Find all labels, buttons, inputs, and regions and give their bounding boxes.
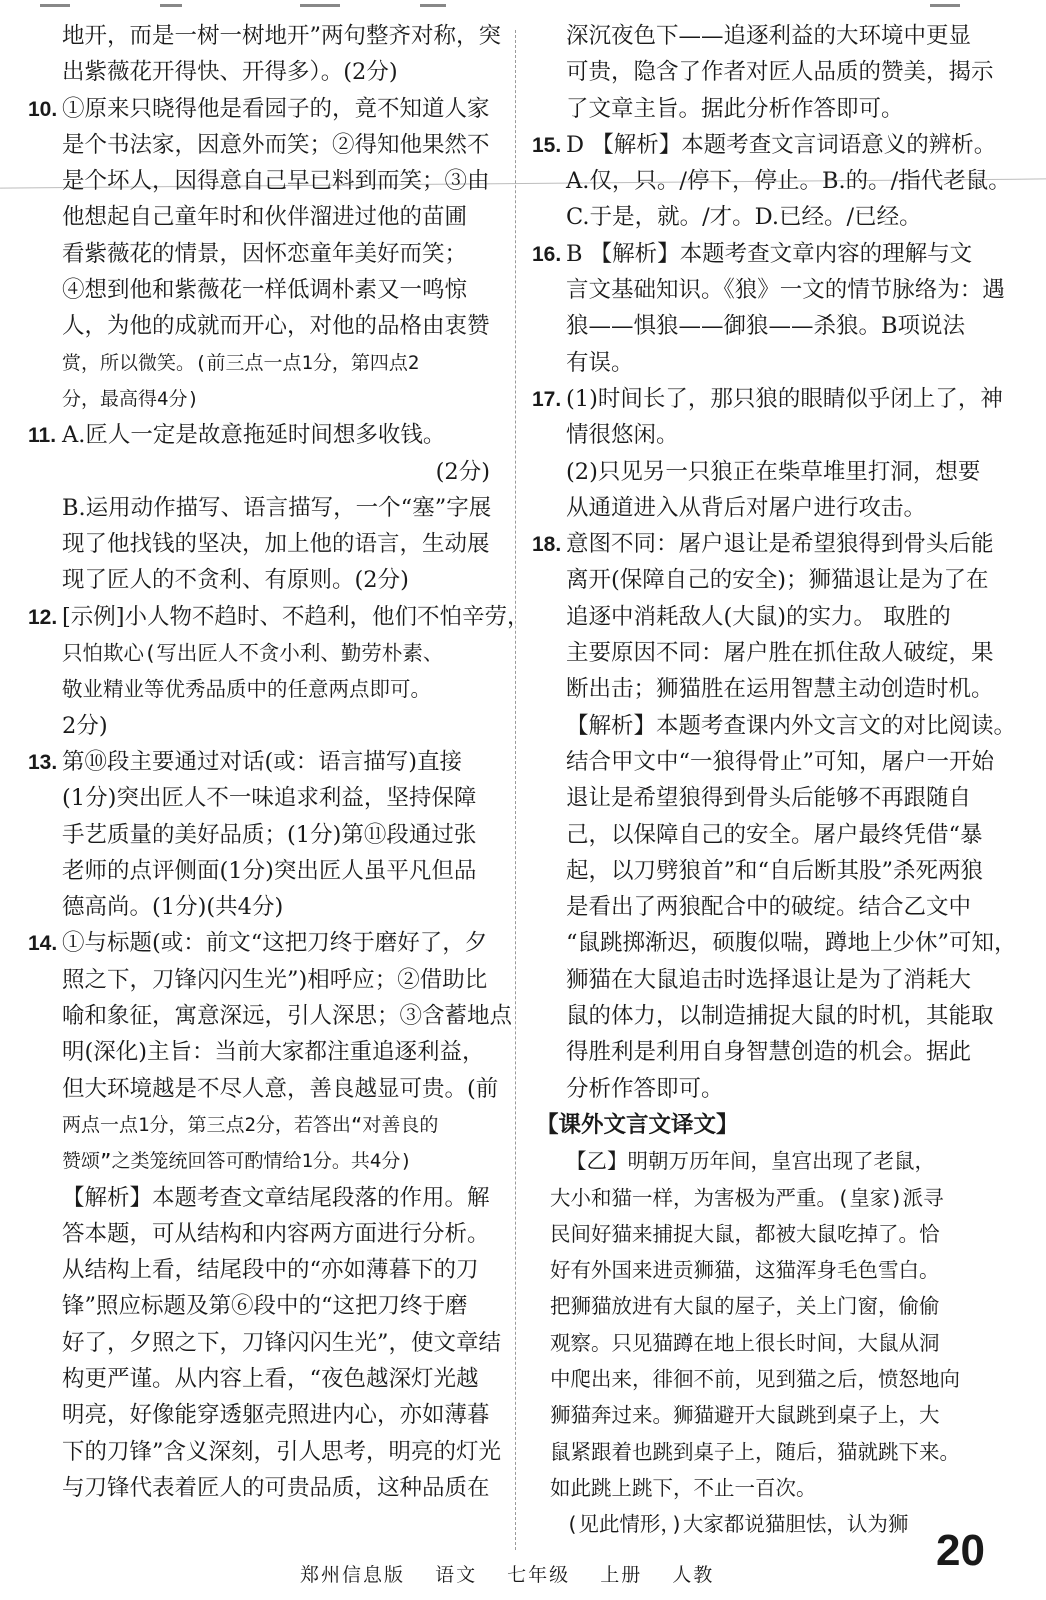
line-text: 现了他找钱的坚决，加上他的语言，生动展	[62, 531, 490, 558]
left-text-line	[28, 889, 498, 925]
line-text: 分，最高得4分)	[62, 387, 199, 410]
footer-publisher: 人教	[672, 1564, 715, 1586]
line-text: 了文章主旨。据此分析作答即可。	[566, 95, 904, 122]
line-text: 己，以保障自己的安全。屠户最终凭借“暴	[566, 821, 983, 848]
left-text-line	[28, 635, 498, 671]
right-text-line	[532, 417, 1022, 453]
line-text: 大小和猫一样，为害极为严重。(皇家)派寻	[550, 1185, 944, 1210]
left-text-line	[28, 272, 498, 308]
right-text-line	[532, 1180, 1022, 1216]
right-text-line	[532, 381, 1022, 417]
left-text-line	[28, 1397, 498, 1433]
right-text-line	[532, 780, 1022, 816]
right-text-line	[532, 18, 1022, 54]
right-text-line	[532, 272, 1022, 308]
question-number: 13.	[28, 750, 58, 774]
left-text-line	[28, 1325, 502, 1361]
right-text-line	[532, 199, 1022, 235]
line-text: 只怕欺心(写出匠人不贪小利、勤劳朴素、	[62, 641, 444, 666]
right-text-line	[532, 1252, 1022, 1288]
left-text-line	[28, 1288, 498, 1324]
left-text-line	[28, 18, 502, 54]
line-text: (2)只见另一只狼正在柴草堆里打洞，想要	[566, 458, 981, 485]
line-text: 把狮猫放进有大鼠的屋子，关上门窗，偷偷	[550, 1294, 940, 1319]
line-text: 第⑩段主要通过对话(或：语言描写)直接	[62, 748, 463, 775]
line-text: 狼——惧狼——御狼——杀狼。B项说法	[566, 313, 966, 340]
left-text-line	[28, 127, 498, 163]
left-text-line	[28, 454, 498, 490]
right-text-line	[532, 599, 1022, 635]
line-text: 手艺质量的美好品质；(1分)第⑪段通过张	[62, 821, 477, 848]
line-text: 如此跳上跳下，不止一百次。	[550, 1475, 817, 1500]
left-text-line	[28, 417, 498, 453]
line-text: 主要原因不同：屠户胜在抓住敌人破绽，果	[566, 640, 994, 667]
line-text: 言文基础知识。《狼》一文的情节脉络为：遇	[566, 277, 1005, 304]
line-text: 离开(保障自己的安全)；狮猫退让是为了在	[566, 567, 989, 594]
right-text-line	[532, 1216, 1022, 1252]
line-text: 有误。	[566, 349, 634, 376]
left-text-line	[28, 1107, 498, 1143]
right-text-line	[532, 925, 1022, 961]
right-text-line	[532, 526, 1022, 562]
line-text: 老师的点评侧面(1分)突出匠人虽平凡但品	[62, 857, 477, 884]
left-text-line	[28, 236, 498, 272]
line-text: 两点一点1分，第三点2分，若答出“对善良的	[62, 1113, 439, 1136]
line-text: 照之下，刀锋闪闪生光”)相呼应；②借助比	[62, 966, 488, 993]
footer-subject: 语文	[435, 1564, 478, 1586]
line-text: 追逐中消耗敌人(大鼠)的实力。 取胜的	[566, 603, 951, 630]
question-number: 14.	[28, 932, 58, 956]
line-text: 现了匠人的不贪利、有原则。(2分)	[62, 567, 409, 594]
right-text-line	[532, 962, 1022, 998]
right-text-line	[532, 853, 1022, 889]
right-text-line	[532, 1143, 1022, 1179]
line-text: 情很悠闲。	[566, 422, 679, 449]
left-text-line	[28, 1071, 498, 1107]
left-text-line	[28, 308, 498, 344]
line-text: 狮猫奔过来。狮猫避开大鼠跳到桌子上，大	[550, 1403, 940, 1428]
line-text: 民间好猫来捕捉大鼠，都被大鼠吃掉了。恰	[550, 1221, 940, 1246]
line-text: 德高尚。(1分)(共4分)	[62, 894, 284, 921]
right-text-line	[532, 91, 1022, 127]
right-text-line	[532, 708, 1022, 744]
line-text: 人，为他的成就而开心，对他的品格由衷赞	[62, 313, 490, 340]
line-text: 从结构上看，结尾段中的“亦如薄暮下的刀	[62, 1257, 479, 1284]
line-text: 中爬出来，徘徊不前，见到猫之后，愤怒地向	[550, 1366, 960, 1391]
line-text: 结合甲文中“一狼得骨止”可知，屠户一开始	[566, 748, 995, 775]
line-text: 出紫薇花开得快、开得多）。(2分)	[62, 59, 398, 86]
left-text-line	[28, 671, 498, 707]
right-text-line	[532, 1288, 1022, 1324]
right-text-line	[532, 1470, 1022, 1506]
column-divider	[515, 30, 516, 1550]
left-column	[28, 18, 530, 1506]
line-text: 观察。只见猫蹲在地上很长时间，大鼠从洞	[550, 1330, 940, 1355]
right-text-line	[532, 490, 1022, 526]
line-text: 【乙】明朝万历年间，皇宫出现了老鼠，	[566, 1149, 935, 1174]
left-text-line	[28, 1470, 498, 1506]
right-text-line	[532, 1034, 1022, 1070]
line-text: 可贵，隐含了作者对匠人品质的赞美，揭示	[566, 59, 994, 86]
right-text-line	[532, 308, 1022, 344]
line-text: A.匠人一定是故意拖延时间想多收钱。	[62, 422, 446, 449]
right-text-line	[532, 345, 1022, 381]
left-text-line	[28, 526, 498, 562]
right-text-line	[532, 817, 1022, 853]
line-text: 赞颂”之类笼统回答可酌情给1分。共4分)	[62, 1150, 412, 1173]
line-text: 起，以刀劈狼首”和“自后断其股”杀死两狼	[566, 857, 984, 884]
line-text: “鼠跳掷渐迟，硕腹似喘，蹲地上少休”可知，	[566, 930, 1017, 957]
left-text-line	[28, 998, 513, 1034]
right-text-line	[532, 236, 1022, 272]
right-column	[532, 18, 1022, 1542]
left-text-line	[28, 490, 498, 526]
left-text-line	[28, 1252, 498, 1288]
right-text-line	[532, 127, 1022, 163]
footer-grade: 七年级	[507, 1564, 571, 1586]
question-number: 10.	[28, 97, 58, 121]
line-text: B.运用动作描写、语言描写，一个“塞”字展	[62, 494, 492, 521]
left-text-line	[28, 91, 498, 127]
line-text: 从通道进入从背后对屠户进行攻击。	[566, 494, 927, 521]
line-text: (1分)突出匠人不一味追求利益，坚持保障	[62, 785, 477, 812]
left-text-line	[28, 1180, 498, 1216]
right-text-line	[532, 562, 1022, 598]
line-text: 与刀锋代表着匠人的可贵品质，这种品质在	[62, 1474, 490, 1501]
line-text: B 【解析】本题考查文章内容的理解与文	[566, 240, 973, 267]
line-text: [示例]小人物不趋时、不趋利，他们不怕辛劳，	[62, 603, 530, 630]
page-footer	[300, 1560, 736, 1587]
line-text: 鼠的体力，以制造捕捉大鼠的时机，其能取	[566, 1003, 994, 1030]
line-text: 明(深化)主旨：当前大家都注重追逐利益，	[62, 1039, 485, 1066]
line-text: 赏，所以微笑。(前三点一点1分，第四点2	[62, 351, 420, 374]
line-text: 2分)	[62, 712, 108, 739]
right-text-line	[532, 889, 1022, 925]
line-text: 狮猫在大鼠追击时选择退让是为了消耗大	[566, 966, 972, 993]
line-text: (见此情形，)大家都说猫胆怯，认为狮	[566, 1512, 909, 1537]
left-text-line	[28, 1434, 502, 1470]
line-text: 分析作答即可。	[566, 1075, 724, 1102]
line-text: 构更严谨。从内容上看，“夜色越深灯光越	[62, 1365, 479, 1392]
line-text: 锋”照应标题及第⑥段中的“这把刀终于磨	[62, 1293, 468, 1320]
question-number: 11.	[28, 424, 57, 448]
left-text-line	[28, 925, 498, 961]
line-text: 看紫薇花的情景，因怀恋童年美好而笑；	[62, 240, 468, 267]
line-text: 答本题，可从结构和内容两方面进行分析。	[62, 1220, 490, 1247]
line-text: ①与标题(或：前文“这把刀终于磨好了，夕	[62, 930, 488, 957]
right-text-line	[532, 163, 1022, 199]
right-text-line	[532, 635, 1022, 671]
line-text: 【解析】本题考查课内外文言文的对比阅读。	[566, 712, 1017, 739]
line-text: 【课外文言文译文】	[536, 1111, 739, 1138]
right-text-line	[532, 1325, 1022, 1361]
right-text-line	[532, 1107, 1022, 1143]
line-text: 断出击；狮猫胜在运用智慧主动创造时机。	[566, 676, 994, 703]
left-text-line	[28, 381, 498, 417]
question-number: 18.	[532, 533, 562, 557]
left-text-line	[28, 599, 530, 635]
right-text-line	[532, 744, 1022, 780]
line-text: 是个坏人，因得意自己早已料到而笑；③由	[62, 168, 490, 195]
line-text: 是个书法家，因意外而笑；②得知他果然不	[62, 131, 490, 158]
right-text-line	[532, 1071, 1022, 1107]
question-number: 16.	[532, 242, 562, 266]
line-text: 深沉夜色下——追逐利益的大环境中更显	[566, 23, 972, 49]
line-text: 地开，而是一树一树地开”两句整齐对称，突	[62, 23, 502, 49]
line-text: 【解析】本题考查文章结尾段落的作用。解	[62, 1184, 490, 1211]
left-text-line	[28, 744, 498, 780]
line-text: 但大环境越是不尽人意，善良越显可贵。(前	[62, 1075, 499, 1102]
line-text: 好有外国来进贡狮猫，这猫浑身毛色雪白。	[550, 1258, 940, 1283]
left-text-line	[28, 1034, 498, 1070]
line-text: 是看出了两狼配合中的破绽。结合乙文中	[566, 894, 972, 921]
line-text: ④想到他和紫薇花一样低调朴素又一鸣惊	[62, 277, 468, 304]
line-text: D 【解析】本题考查文言词语意义的辨析。	[566, 131, 997, 158]
right-text-line	[532, 671, 1022, 707]
footer-volume: 上册	[600, 1564, 643, 1586]
left-text-line	[28, 962, 498, 998]
right-text-line	[532, 454, 1022, 490]
left-text-line	[28, 708, 498, 744]
question-number: 12.	[28, 605, 58, 629]
line-text: (2分)	[435, 458, 490, 485]
left-text-line	[28, 163, 498, 199]
line-text: 鼠紧跟着也跳到桌子上，随后，猫就跳下来。	[550, 1439, 960, 1464]
right-text-line	[532, 54, 1022, 90]
line-text: A.仅，只。/停下，停止。B.的。/指代老鼠。	[566, 168, 1011, 195]
line-text: 明亮，好像能穿透躯壳照进内心，亦如薄暮	[62, 1402, 490, 1429]
left-text-line	[28, 780, 498, 816]
left-text-line	[28, 1216, 498, 1252]
right-text-line	[532, 1434, 1022, 1470]
line-text: 退让是希望狼得到骨头后能够不再跟随自	[566, 785, 972, 812]
line-text: 得胜利是利用自身智慧创造的机会。据此	[566, 1039, 972, 1066]
line-text: 意图不同：屠户退让是希望狼得到骨头后能	[566, 531, 994, 558]
line-text: 敬业精业等优秀品质中的任意两点即可。	[62, 677, 431, 702]
line-text: C.于是，就。/才。D.已经。/已经。	[566, 204, 922, 231]
right-text-line	[532, 998, 1022, 1034]
left-text-line	[28, 54, 498, 90]
line-text: (1)时间长了，那只狼的眼睛似乎闭上了，神	[566, 385, 1003, 412]
question-number: 17.	[532, 387, 562, 411]
line-text: 喻和象征，寓意深远，引人深思；③含蓄地点	[62, 1003, 513, 1030]
right-text-line	[532, 1397, 1022, 1433]
left-text-line	[28, 1361, 498, 1397]
left-text-line	[28, 345, 498, 381]
left-text-line	[28, 817, 498, 853]
line-text: 好了，夕照之下，刀锋闪闪生光”，使文章结	[62, 1329, 502, 1356]
line-text: 他想起自己童年时和伙伴溜进过他的苗圃	[62, 204, 468, 231]
footer-edition: 郑州信息版	[300, 1564, 406, 1586]
line-text: ①原来只晓得他是看园子的，竟不知道人家	[62, 95, 490, 122]
question-number: 15.	[532, 133, 562, 157]
left-text-line	[28, 562, 498, 598]
left-text-line	[28, 1143, 498, 1179]
line-text: 下的刀锋”含义深刻，引人思考，明亮的灯光	[62, 1438, 502, 1465]
right-text-line	[532, 1361, 1022, 1397]
left-text-line	[28, 853, 498, 889]
page-number: 20	[936, 1526, 985, 1575]
left-text-line	[28, 199, 498, 235]
